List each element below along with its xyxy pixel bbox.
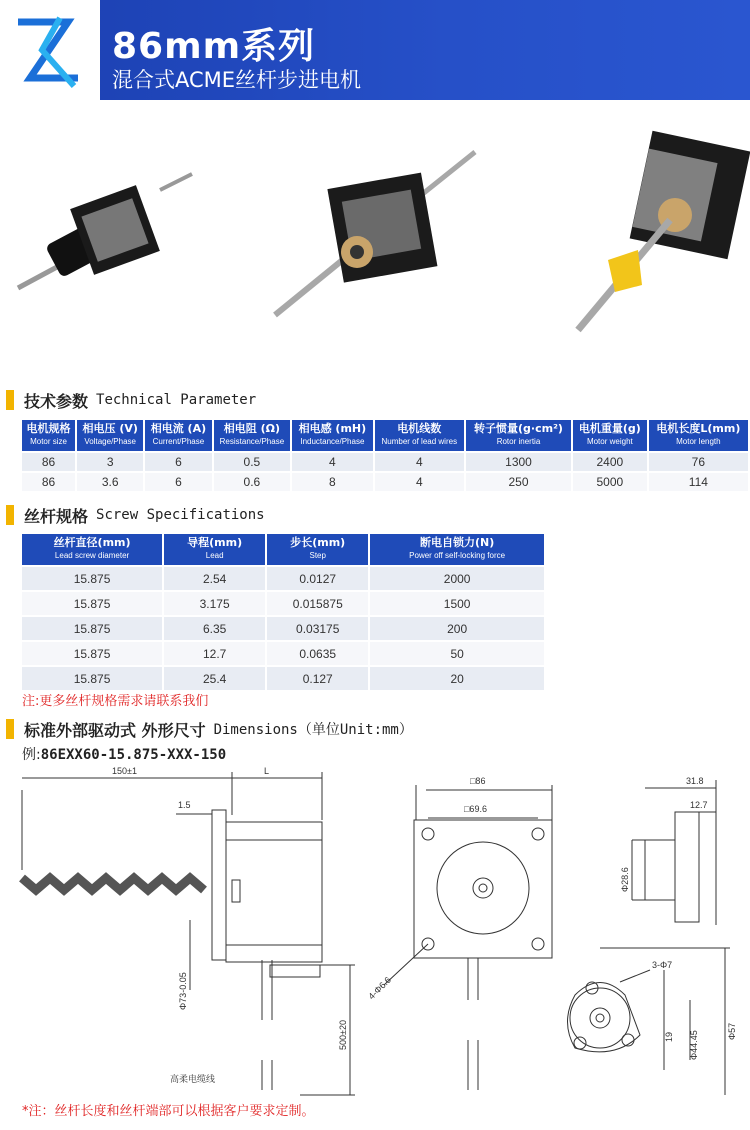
table-cell: 5000 (573, 473, 647, 491)
table-cell: 4 (375, 473, 465, 491)
motor-photo-nut (560, 120, 750, 340)
table-cell: 0.6 (214, 473, 291, 491)
table-row (22, 667, 544, 690)
dim-square-inner: □69.6 (464, 804, 487, 814)
table-cell: 15.875 (22, 592, 162, 615)
table-cell: 0.5 (214, 453, 291, 471)
brand-logo (0, 0, 100, 100)
table-cell: 4 (375, 453, 465, 471)
table-cell: 0.03175 (267, 617, 368, 640)
dim-boss-diameter: Φ73-0.05 (178, 972, 188, 1010)
dim-nut-diameter: Φ28.6 (620, 867, 630, 892)
table-cell: 250 (466, 473, 571, 491)
table-cell: 25.4 (164, 667, 265, 690)
table-cell: 0.015875 (267, 592, 368, 615)
dim-screw-length: 150±1 (112, 766, 137, 776)
table-cell: 20 (370, 667, 544, 690)
table-cell: 6 (145, 453, 211, 471)
model-example: 例:86EXX60-15.875-XXX-150 (22, 747, 227, 763)
table-cell: 86 (22, 473, 75, 491)
column-header: 电机规格 Motor size (22, 420, 75, 451)
column-header: 相电阻 (Ω) Resistance/Phase (214, 420, 291, 451)
column-header: 丝杆直径(mm) Lead screw diameter (22, 534, 162, 565)
product-photos (0, 120, 750, 360)
dim-nut-flange: 12.7 (690, 800, 708, 810)
motor-photo-standard (265, 150, 485, 320)
table-cell: 15.875 (22, 567, 162, 590)
column-header: 相电流 (A) Current/Phase (145, 420, 211, 451)
table-row (22, 473, 748, 491)
footnote: *注：丝杆长度和丝杆端部可以根据客户要求定制。 (22, 1104, 315, 1119)
header-banner (0, 0, 750, 100)
table-cell: 2400 (573, 453, 647, 471)
table-cell: 50 (370, 642, 544, 665)
dim-nut-length: 31.8 (686, 776, 704, 786)
table-cell: 15.875 (22, 667, 162, 690)
dim-lead-length: 500±20 (338, 1020, 348, 1050)
dim-nut-holes: 3-Φ7 (652, 960, 673, 970)
column-header: 步长(mm) Step (267, 534, 368, 565)
column-header: 电机线数 Number of lead wires (375, 420, 465, 451)
table-cell: 76 (649, 453, 748, 471)
series-title: 86mm系列 (112, 26, 316, 67)
table-cell: 12.7 (164, 642, 265, 665)
dim-flange-thickness: 1.5 (178, 800, 191, 810)
table-cell: 2000 (370, 567, 544, 590)
table-cell: 3.175 (164, 592, 265, 615)
table-cell: 6 (145, 473, 211, 491)
table-cell: 3.6 (77, 473, 143, 491)
table-cell: 200 (370, 617, 544, 640)
table-cell: 0.0635 (267, 642, 368, 665)
table-cell: 4 (292, 453, 372, 471)
column-header: 电机重量(g) Motor weight (573, 420, 647, 451)
column-header: 相电压 (V) Voltage/Phase (77, 420, 143, 451)
dimensions-section-heading: 标准外部驱动式 外形尺寸 Dimensions（单位Unit:mm） (6, 717, 413, 741)
table-cell: 1300 (466, 453, 571, 471)
dim-square-outer: □86 (470, 776, 486, 786)
screw-section-heading: 丝杆规格 Screw Specifications (6, 503, 265, 527)
table-cell: 2.54 (164, 567, 265, 590)
table-cell: 0.127 (267, 667, 368, 690)
motor-photo-gearbox (10, 160, 200, 310)
dim-nut-offset: 19 (664, 1031, 674, 1042)
table-row (22, 592, 544, 615)
column-header: 相电感 (mH) Inductance/Phase (292, 420, 372, 451)
screw-spec-table (20, 532, 546, 692)
column-header: 电机长度L(mm) Motor length (649, 420, 748, 451)
dimension-drawing (0, 760, 750, 1110)
series-subtitle: 混合式ACME丝杆步进电机 (112, 68, 362, 92)
table-cell: 1500 (370, 592, 544, 615)
table-cell: 114 (649, 473, 748, 491)
table-row (22, 567, 544, 590)
dim-nut-pcd: Φ44.45 (689, 1030, 699, 1060)
column-header: 断电自锁力(N) Power off self-locking force (370, 534, 544, 565)
table-cell: 15.875 (22, 617, 162, 640)
column-header: 导程(mm) Lead (164, 534, 265, 565)
table-cell: 3 (77, 453, 143, 471)
table-cell: 0.0127 (267, 567, 368, 590)
dim-nut-od: Φ57 (727, 1022, 737, 1040)
table-cell: 8 (292, 473, 372, 491)
table-row (22, 453, 748, 471)
tech-section-heading: 技术参数 Technical Parameter (6, 388, 256, 412)
column-header: 转子惯量(g·cm²) Rotor inertia (466, 420, 571, 451)
table-cell: 86 (22, 453, 75, 471)
table-row (22, 642, 544, 665)
table-cell: 6.35 (164, 617, 265, 640)
dim-motor-length: L (264, 766, 270, 776)
tech-parameter-table (20, 418, 750, 493)
dim-cable-label: 高柔电缆线 (170, 1074, 216, 1084)
table-cell: 15.875 (22, 642, 162, 665)
screw-note: 注:更多丝杆规格需求请联系我们 (22, 694, 209, 709)
dim-mount-holes: 4-Φ6.6 (366, 974, 394, 1002)
table-row (22, 617, 544, 640)
